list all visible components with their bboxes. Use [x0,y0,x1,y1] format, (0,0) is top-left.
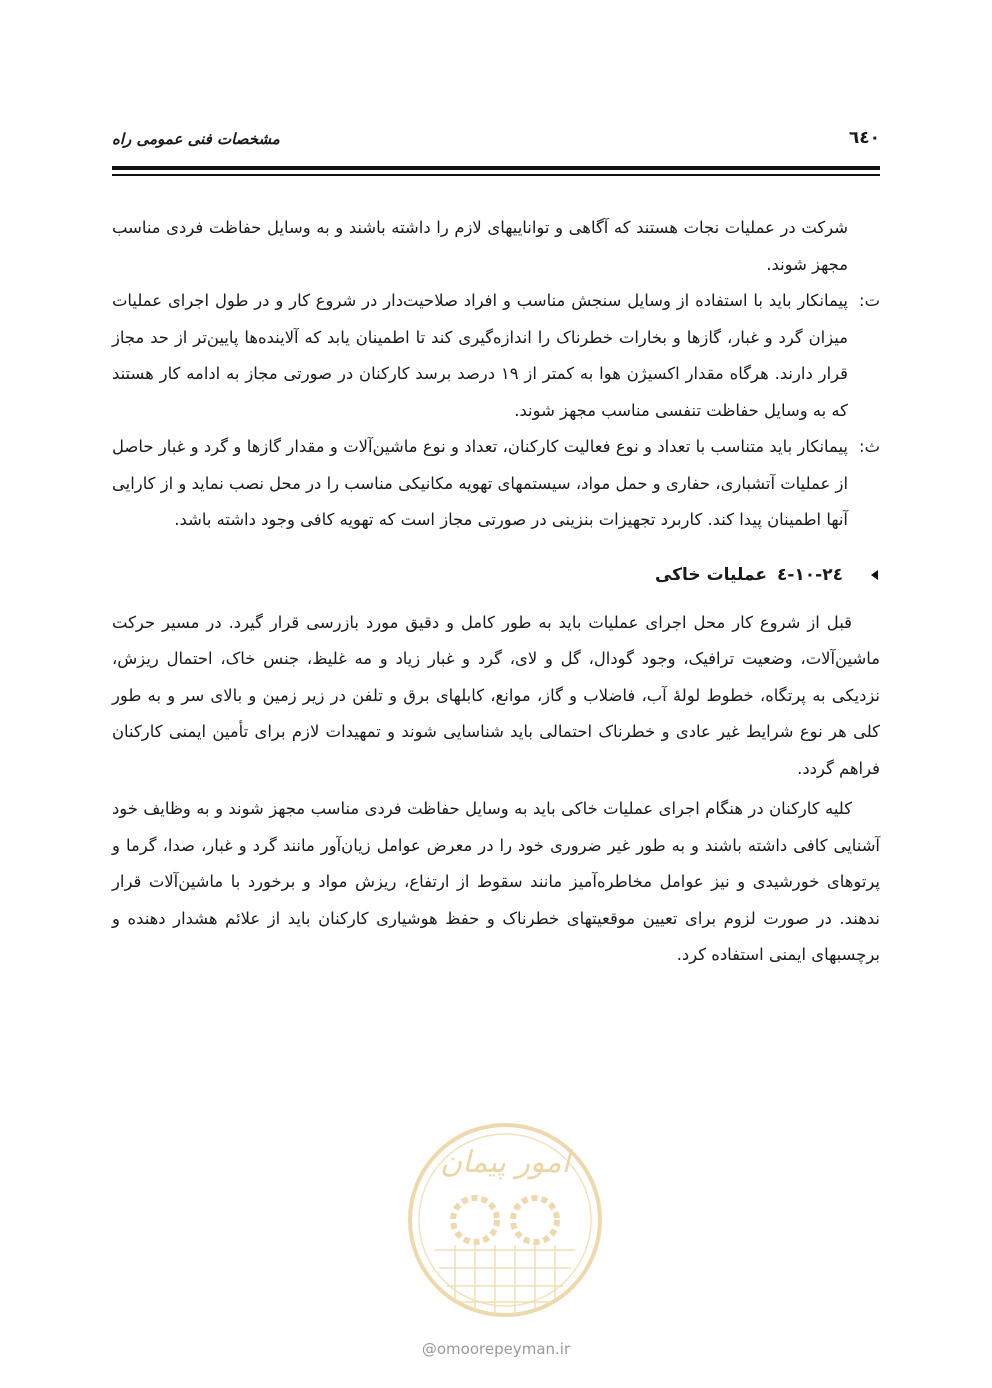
intro-continuation: شرکت در عملیات نجات هستند که آگاهی و تواناییهای لازم را داشته باشند و به وسایل حفاظت فردی مناسب مجهز شوند. [112,218,848,274]
header-rule-thick [112,166,880,170]
page-number: ٦٤٠ [848,128,880,148]
section-paragraph-2: کلیه کارکنان در هنگام اجرای عملیات خاکی باید به وسایل حفاظت فردی مناسب مجهز شوند و به وظایف خود آشنایی کافی داشته باشند و به طور غیر ضروری خود را در معرض عوامل زیان‌آور مانند گرد و غبار، صدا، گرما و پرتوهای خورشیدی و نیز عوامل مخاطره‌آمیز مانند سقوط از ارتفاع، ریزش مواد و برخورد با ماشین‌آلات قرار ندهند. در صورت لزوم برای تعیین موقعیتهای خطرناک و حفظ هوشیاری کارکنان باید از علائم هشدار دهنده و برچسبهای ایمنی استفاده کرد. [112,799,880,964]
list-item-marker: ث: [859,437,880,456]
footer-url: @omoorepeyman.ir [421,1340,571,1358]
running-title: مشخصات فنی عمومی راه [112,130,280,148]
section-paragraph-1: قبل از شروع کار محل اجرای عملیات باید به طور کامل و دقیق مورد بازرسی قرار گیرد. در مسیر حرکت ماشین‌آلات، وضعیت ترافیک، وجود گودال، گل و لای، گرد و غبار زیاد و مه غلیظ، جنس خاک، احتمال ریزش، نزدیکی به پرتگاه، خطوط لولۀ آب، فاضلاب و گاز، موانع، کابلهای برق و تلفن در زیر زمین و بالای سر و به طور کلی هر نوع شرایط غیر عادی و خطرناک احتمالی باید شناسایی شوند و تمهیدات لازم برای تأمین ایمنی کارکنان فراهم گردد. [112,612,880,778]
section-heading [112,557,880,593]
list-item-text: پیمانکار باید متناسب با تعداد و نوع فعالیت کارکنان، تعداد و نوع ماشین‌آلات و مقدار گازها و گرد و غبار حاصل از عملیات آتشباری، حفاری و حمل مواد، سیستمهای تهویه مکانیکی مناسب را در محل نصب نماید و از کارایی آنها اطمینان پیدا کند. کاربرد تجهیزات بنزینی در صورتی مجاز است که تهویه کافی وجود داشته باشد. [112,437,848,529]
list-item-t [112,283,880,429]
page-header [112,128,880,158]
watermark-logo-text: امور پیمان [440,1145,570,1180]
section-number: ۲٤-۱۰-٤ [776,564,843,585]
list-item-text: پیمانکار باید با استفاده از وسایل سنجش مناسب و افراد صلاحیت‌دار در شروع کار و در طول اجرای عملیات میزان گرد و غبار، گازها و بخارات خطرناک را اندازه‌گیری کند تا اطمینان یابد که آلاینده‌ها پایین‌تر از حد مجاز قرار دارند. هرگاه مقدار اکسیژن هوا به کمتر از ۱۹ درصد برسد کارکنان در صورتی مجاز به ادامه کار هستند که به وسایل حفاظت تنفسی مناسب مجهز شوند. [112,291,849,420]
list-item-th [112,429,880,539]
list-item-marker: ت: [859,291,880,310]
triangle-bullet-icon [871,570,878,580]
body-text [112,210,880,974]
section-title: عملیات خاکی [654,564,767,585]
header-rule-thin [112,174,880,176]
watermark-logo-icon [405,1110,605,1340]
